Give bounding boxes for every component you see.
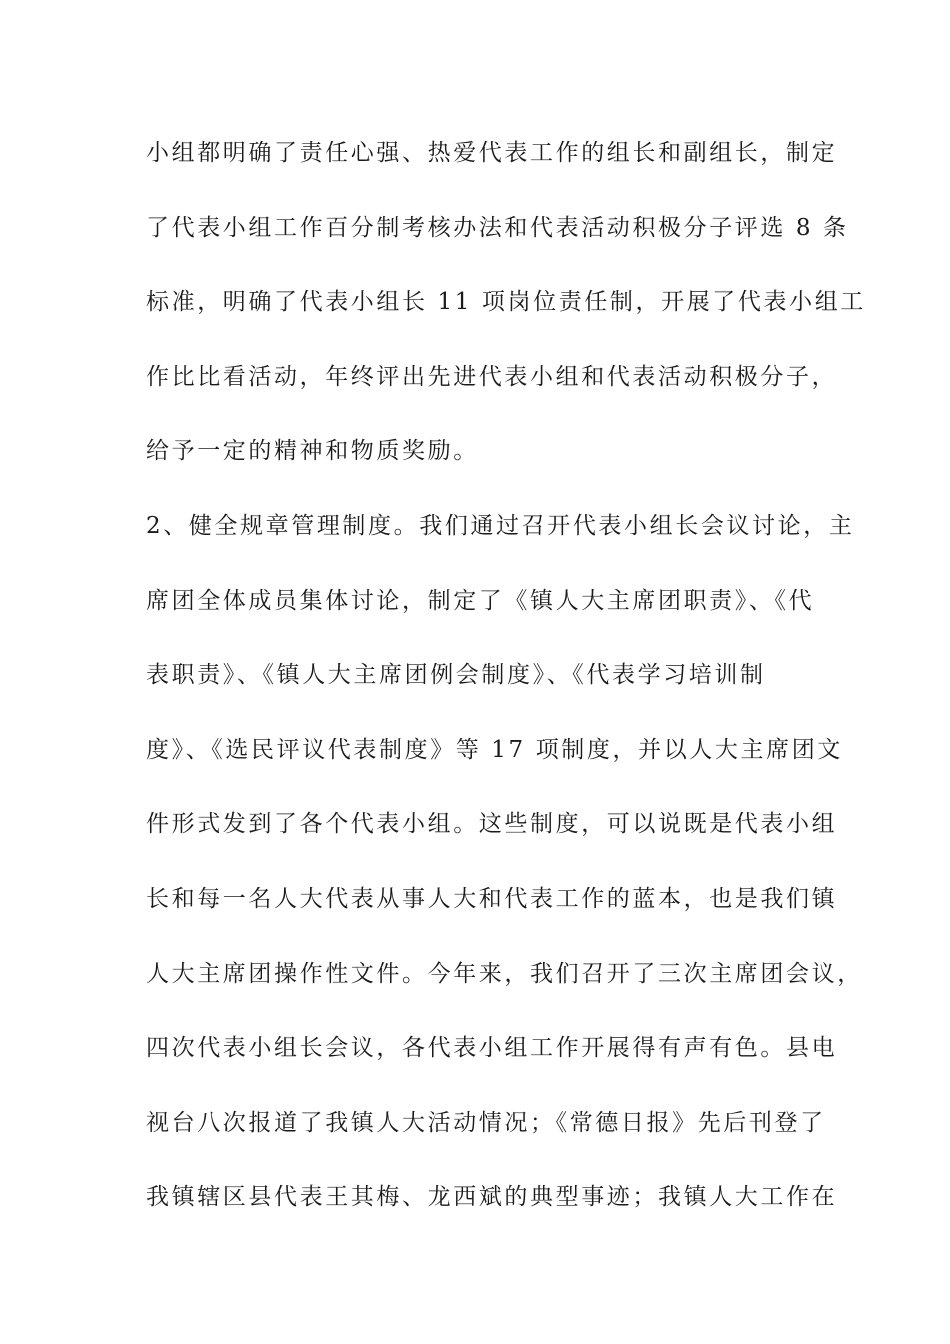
text-line: 件形式发到了各个代表小组。这些制度，可以说既是代表小组 bbox=[146, 811, 838, 838]
text-line: 人大主席团操作性文件。今年来，我们召开了三次主席团会议， bbox=[146, 960, 863, 987]
text-line: 作比比看活动，年终评出先进代表小组和代表活动积极分子， bbox=[146, 363, 838, 390]
body-text bbox=[146, 130, 866, 1249]
text-line: 2、健全规章管理制度。我们通过召开代表小组长会议讨论，主 bbox=[146, 512, 855, 539]
text-line: 度》、《选民评议代表制度》等 17 项制度，并以人大主席团文 bbox=[146, 736, 843, 763]
text-line: 视台八次报道了我镇人大活动情况；《常德日报》先后刊登了 bbox=[146, 1109, 826, 1136]
text-line: 我镇辖区县代表王其梅、龙西斌的典型事迹；我镇人大工作在 bbox=[146, 1184, 838, 1211]
text-line: 标准，明确了代表小组长 11 项岗位责任制，开展了代表小组工 bbox=[146, 289, 866, 316]
text-line: 席团全体成员集体讨论，制定了《镇人大主席团职责》、《代 bbox=[146, 587, 815, 614]
text-line: 了代表小组工作百分制考核办法和代表活动积极分子评选 8 条 bbox=[146, 214, 849, 241]
text-line: 小组都明确了责任心强、热爱代表工作的组长和副组长，制定 bbox=[146, 140, 838, 166]
text-line: 四次代表小组长会议，各代表小组工作开展得有声有色。县电 bbox=[146, 1035, 838, 1062]
text-line: 长和每一名人大代表从事人大和代表工作的蓝本，也是我们镇 bbox=[146, 885, 838, 912]
text-line: 给予一定的精神和物质奖励。 bbox=[146, 438, 479, 465]
text-line: 表职责》、《镇人大主席团例会制度》、《代表学习培训制 bbox=[146, 662, 766, 689]
